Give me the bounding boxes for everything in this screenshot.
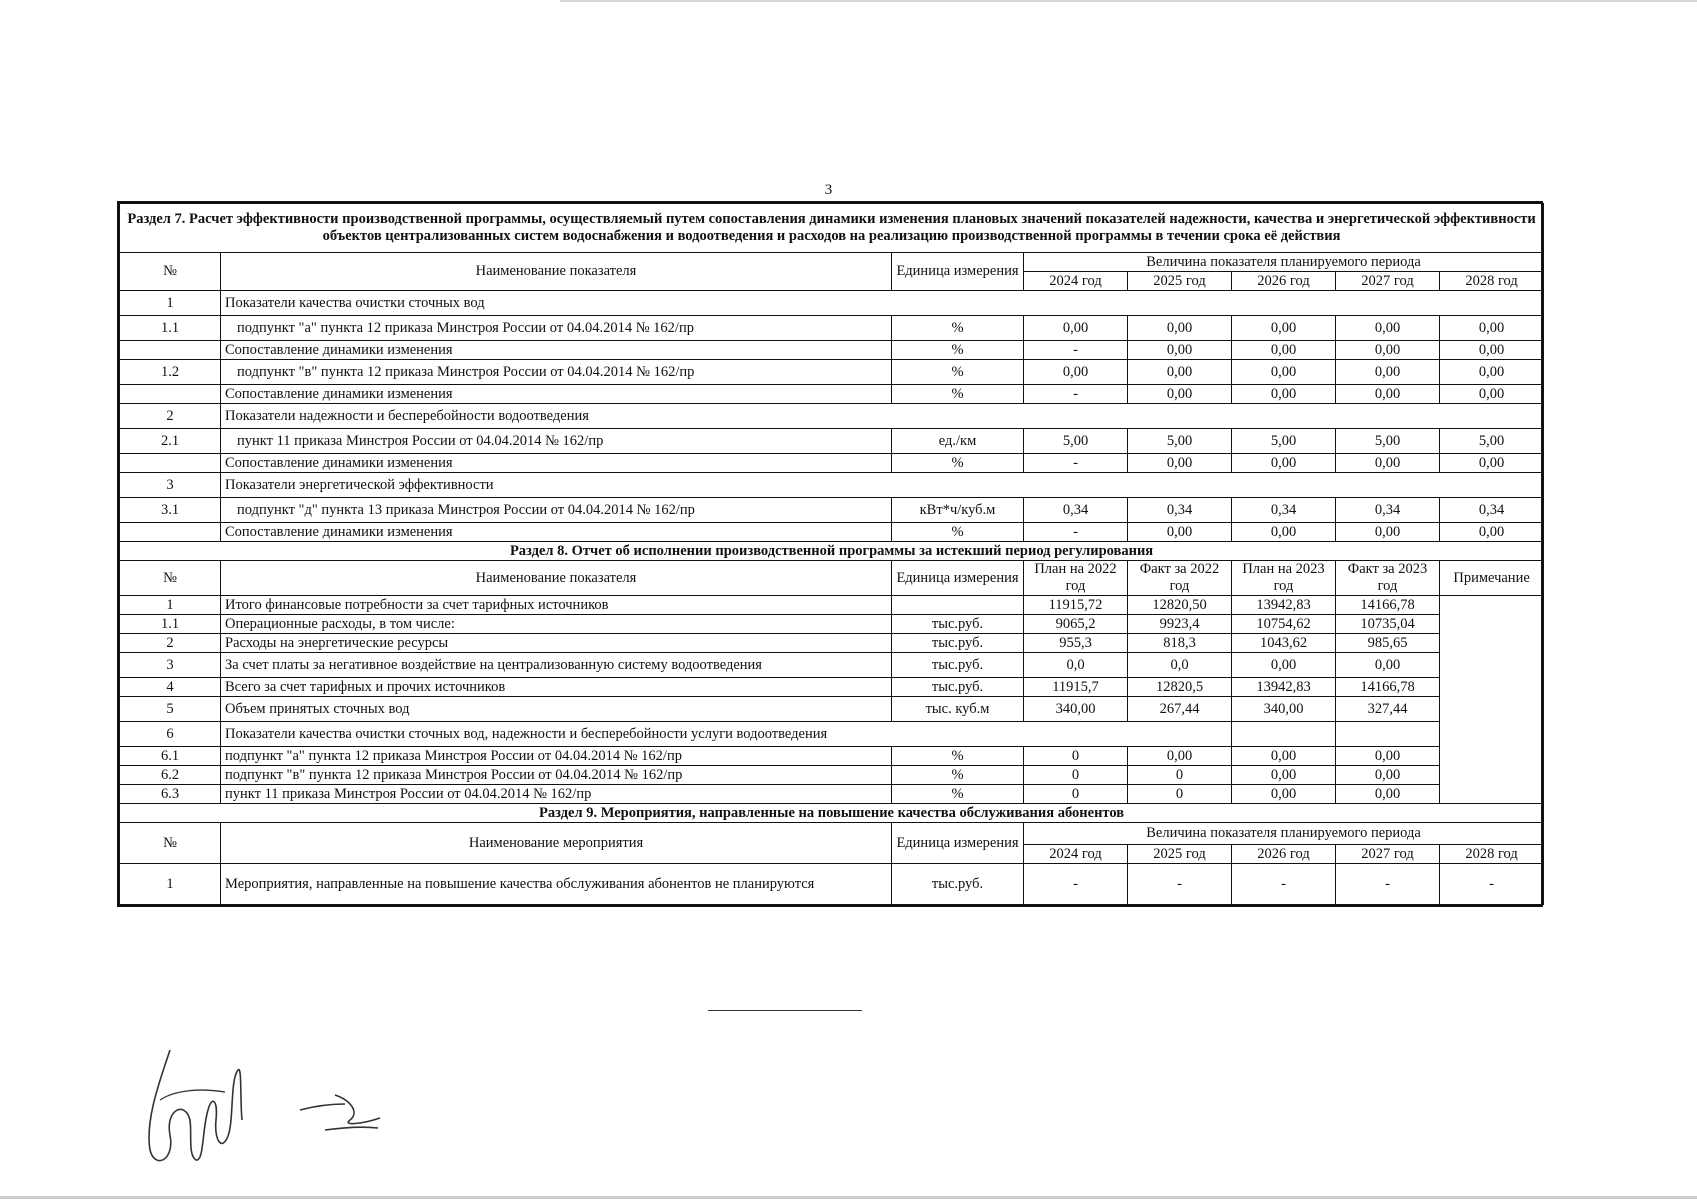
- value-cell: 0,00: [1336, 341, 1440, 360]
- value-cell: 0,34: [1232, 498, 1336, 523]
- indicator-name: Сопоставление динамики изменения: [221, 385, 892, 404]
- value-cell: 0,00: [1128, 523, 1232, 542]
- value-cell: -: [1024, 523, 1128, 542]
- indicator-name: подпункт "а" пункта 12 приказа Минстроя России от 04.04.2014 № 162/пр: [221, 747, 892, 766]
- year-header: 2028 год: [1440, 272, 1544, 291]
- value-cell: 0,00: [1440, 316, 1544, 341]
- value-cell: 0,00: [1232, 785, 1336, 804]
- value-cell: 0,00: [1440, 523, 1544, 542]
- year-header: 2025 год: [1128, 845, 1232, 864]
- value-cell: 0,00: [1232, 523, 1336, 542]
- table-row: [120, 653, 1544, 678]
- value-cell: 0: [1128, 785, 1232, 804]
- row-number: [120, 385, 221, 404]
- indicator-name: подпункт "д" пункта 13 приказа Минстроя России от 04.04.2014 № 162/пр: [221, 498, 892, 523]
- handwritten-signature: [130, 1040, 430, 1180]
- section-7-title-row: [120, 204, 1544, 253]
- unit-cell: %: [892, 454, 1024, 473]
- row-number: 4: [120, 678, 221, 697]
- year-header: 2025 год: [1128, 272, 1232, 291]
- unit-cell: [892, 596, 1024, 615]
- year-header: 2028 год: [1440, 845, 1544, 864]
- table-row: [120, 615, 1544, 634]
- value-cell: 0,00: [1232, 454, 1336, 473]
- table-row: [120, 678, 1544, 697]
- value-cell: -: [1232, 864, 1336, 905]
- year-header: 2024 год: [1024, 845, 1128, 864]
- group-name: Показатели надежности и бесперебойности водоотведения: [221, 404, 1544, 429]
- section-8-title: Раздел 8. Отчет об исполнении производственной программы за истекший период регулирования: [120, 542, 1544, 561]
- table-row: [120, 454, 1544, 473]
- value-cell: 1043,62: [1232, 634, 1336, 653]
- value-cell: 0,34: [1440, 498, 1544, 523]
- table-row: [120, 523, 1544, 542]
- table-row: [120, 498, 1544, 523]
- col-fact-2023-header: Факт за 2023 год: [1336, 561, 1440, 596]
- unit-cell: %: [892, 360, 1024, 385]
- value-cell: -: [1128, 864, 1232, 905]
- value-cell: 0,00: [1232, 747, 1336, 766]
- unit-cell: кВт*ч/куб.м: [892, 498, 1024, 523]
- value-cell: 0,00: [1336, 747, 1440, 766]
- section-7-header-row: [120, 253, 1544, 272]
- value-cell: 9065,2: [1024, 615, 1128, 634]
- col-unit-header: Единица измерения: [892, 823, 1024, 864]
- unit-cell: %: [892, 785, 1024, 804]
- section-9-title-row: [120, 804, 1544, 823]
- group-row: [120, 404, 1544, 429]
- value-cell: 0,34: [1336, 498, 1440, 523]
- value-cell: 10754,62: [1232, 615, 1336, 634]
- group-row: [120, 473, 1544, 498]
- section-8-header-row: [120, 561, 1544, 596]
- indicator-name: Объем принятых сточных вод: [221, 697, 892, 722]
- group-name: Показатели качества очистки сточных вод, надежности и бесперебойности услуги водоотведения: [221, 722, 1232, 747]
- value-cell: 14166,78: [1336, 678, 1440, 697]
- value-cell: -: [1024, 341, 1128, 360]
- section-7-title: Раздел 7. Расчет эффективности производственной программы, осуществляемый путем сопоставления динамики изменения плановых значений показателей надежности, качества и энергетической эффективности объектов централизованных систем водоснабжения и водоотведения и расходов на реализацию производственной программы в течении срока её действия: [120, 204, 1544, 253]
- document-table: [119, 203, 1544, 905]
- col-name-header: Наименование показателя: [221, 253, 892, 291]
- indicator-name: подпункт "в" пункта 12 приказа Минстроя России от 04.04.2014 № 162/пр: [221, 766, 892, 785]
- note-cell: [1440, 596, 1544, 804]
- value-cell: 0,00: [1232, 316, 1336, 341]
- group-row: [120, 291, 1544, 316]
- value-cell: 955,3: [1024, 634, 1128, 653]
- indicator-name: пункт 11 приказа Минстроя России от 04.04.2014 № 162/пр: [221, 785, 892, 804]
- col-fact-2022-header: Факт за 2022 год: [1128, 561, 1232, 596]
- table-row: [120, 341, 1544, 360]
- value-cell: 9923,4: [1128, 615, 1232, 634]
- table-row: [120, 634, 1544, 653]
- value-cell: 0,00: [1336, 385, 1440, 404]
- unit-cell: %: [892, 766, 1024, 785]
- measure-name: Мероприятия, направленные на повышение качества обслуживания абонентов не планируются: [221, 864, 892, 905]
- value-cell: -: [1024, 864, 1128, 905]
- value-cell: 0,00: [1024, 360, 1128, 385]
- indicator-name: Сопоставление динамики изменения: [221, 523, 892, 542]
- value-cell: 12820,50: [1128, 596, 1232, 615]
- col-period-header: Величина показателя планируемого периода: [1024, 253, 1544, 272]
- value-cell: 0,00: [1336, 316, 1440, 341]
- unit-cell: %: [892, 316, 1024, 341]
- value-cell: 0,00: [1336, 785, 1440, 804]
- indicator-name: Расходы на энергетические ресурсы: [221, 634, 892, 653]
- value-cell: 13942,83: [1232, 596, 1336, 615]
- value-cell: 0,00: [1336, 454, 1440, 473]
- value-cell: 0,00: [1440, 454, 1544, 473]
- value-cell: 0,00: [1128, 747, 1232, 766]
- value-cell: 0,00: [1128, 341, 1232, 360]
- table-row: [120, 429, 1544, 454]
- value-cell: 267,44: [1128, 697, 1232, 722]
- value-cell: 0,0: [1024, 653, 1128, 678]
- row-number: 5: [120, 697, 221, 722]
- empty-cell: [1336, 722, 1440, 747]
- value-cell: 0,34: [1128, 498, 1232, 523]
- unit-cell: тыс.руб.: [892, 615, 1024, 634]
- unit-cell: %: [892, 523, 1024, 542]
- value-cell: 11915,72: [1024, 596, 1128, 615]
- indicator-name: Операционные расходы, в том числе:: [221, 615, 892, 634]
- value-cell: 14166,78: [1336, 596, 1440, 615]
- row-number: 6: [120, 722, 221, 747]
- col-no-header: №: [120, 823, 221, 864]
- table-row: [120, 316, 1544, 341]
- value-cell: 0,00: [1128, 316, 1232, 341]
- indicator-name: Сопоставление динамики изменения: [221, 341, 892, 360]
- unit-cell: тыс.руб.: [892, 678, 1024, 697]
- value-cell: 0,00: [1128, 385, 1232, 404]
- table-row: [120, 766, 1544, 785]
- unit-cell: ед./км: [892, 429, 1024, 454]
- unit-cell: тыс.руб.: [892, 864, 1024, 905]
- row-number: 1.1: [120, 316, 221, 341]
- indicator-name: Сопоставление динамики изменения: [221, 454, 892, 473]
- value-cell: 0: [1024, 766, 1128, 785]
- scan-edge-top: [560, 0, 1697, 2]
- year-header: 2026 год: [1232, 845, 1336, 864]
- unit-cell: %: [892, 341, 1024, 360]
- value-cell: 340,00: [1232, 697, 1336, 722]
- unit-cell: %: [892, 385, 1024, 404]
- value-cell: 818,3: [1128, 634, 1232, 653]
- value-cell: 12820,5: [1128, 678, 1232, 697]
- table-row: [120, 360, 1544, 385]
- row-number: 3: [120, 473, 221, 498]
- section-9-header-row: [120, 823, 1544, 845]
- value-cell: 0: [1024, 785, 1128, 804]
- value-cell: 11915,7: [1024, 678, 1128, 697]
- col-unit-header: Единица измерения: [892, 253, 1024, 291]
- col-no-header: №: [120, 561, 221, 596]
- col-no-header: №: [120, 253, 221, 291]
- value-cell: 985,65: [1336, 634, 1440, 653]
- row-number: [120, 454, 221, 473]
- col-name-header: Наименование показателя: [221, 561, 892, 596]
- unit-cell: тыс.руб.: [892, 653, 1024, 678]
- value-cell: 0,00: [1336, 360, 1440, 385]
- value-cell: 0,00: [1336, 523, 1440, 542]
- table-row: [120, 596, 1544, 615]
- col-period-header: Величина показателя планируемого периода: [1024, 823, 1544, 845]
- table-row: [120, 785, 1544, 804]
- year-header: 2027 год: [1336, 272, 1440, 291]
- col-plan-2023-header: План на 2023 год: [1232, 561, 1336, 596]
- value-cell: 5,00: [1024, 429, 1128, 454]
- table-row: [120, 697, 1544, 722]
- year-header: 2024 год: [1024, 272, 1128, 291]
- section-8-title-row: [120, 542, 1544, 561]
- table-row: [120, 385, 1544, 404]
- unit-cell: тыс. куб.м: [892, 697, 1024, 722]
- value-cell: 340,00: [1024, 697, 1128, 722]
- value-cell: -: [1024, 454, 1128, 473]
- scan-edge-bottom: [0, 1196, 1697, 1199]
- value-cell: 0,00: [1336, 653, 1440, 678]
- year-header: 2027 год: [1336, 845, 1440, 864]
- col-name-header: Наименование мероприятия: [221, 823, 892, 864]
- group-name: Показатели энергетической эффективности: [221, 473, 1544, 498]
- value-cell: 0,00: [1440, 360, 1544, 385]
- indicator-name: Итого финансовые потребности за счет тарифных источников: [221, 596, 892, 615]
- row-number: 1: [120, 291, 221, 316]
- value-cell: 0,00: [1232, 341, 1336, 360]
- document-table-frame: [117, 201, 1543, 907]
- value-cell: 5,00: [1336, 429, 1440, 454]
- col-unit-header: Единица измерения: [892, 561, 1024, 596]
- row-number: 1.1: [120, 615, 221, 634]
- col-plan-2022-header: План на 2022 год: [1024, 561, 1128, 596]
- value-cell: 327,44: [1336, 697, 1440, 722]
- empty-cell: [1232, 722, 1336, 747]
- indicator-name: подпункт "в" пункта 12 приказа Минстроя России от 04.04.2014 № 162/пр: [221, 360, 892, 385]
- col-note-header: Примечание: [1440, 561, 1544, 596]
- value-cell: 5,00: [1232, 429, 1336, 454]
- value-cell: -: [1024, 385, 1128, 404]
- row-number: [120, 523, 221, 542]
- row-number: 6.1: [120, 747, 221, 766]
- group-name: Показатели качества очистки сточных вод: [221, 291, 1544, 316]
- value-cell: 0,00: [1336, 766, 1440, 785]
- row-number: 1.2: [120, 360, 221, 385]
- row-number: 6.3: [120, 785, 221, 804]
- unit-cell: тыс.руб.: [892, 634, 1024, 653]
- value-cell: 0,00: [1232, 360, 1336, 385]
- value-cell: 0,00: [1232, 385, 1336, 404]
- row-number: 1: [120, 596, 221, 615]
- year-header: 2026 год: [1232, 272, 1336, 291]
- row-number: 2: [120, 634, 221, 653]
- signature-separator-line: [708, 1010, 862, 1011]
- row-number: 2.1: [120, 429, 221, 454]
- value-cell: -: [1440, 864, 1544, 905]
- row-number: 3: [120, 653, 221, 678]
- value-cell: 5,00: [1440, 429, 1544, 454]
- row-number: 1: [120, 864, 221, 905]
- value-cell: 0,34: [1024, 498, 1128, 523]
- indicator-name: подпункт "а" пункта 12 приказа Минстроя России от 04.04.2014 № 162/пр: [221, 316, 892, 341]
- value-cell: 0: [1024, 747, 1128, 766]
- indicator-name: Всего за счет тарифных и прочих источников: [221, 678, 892, 697]
- table-row: [120, 747, 1544, 766]
- page-number: 3: [824, 182, 833, 198]
- value-cell: 0,00: [1232, 766, 1336, 785]
- value-cell: 5,00: [1128, 429, 1232, 454]
- group-row: [120, 722, 1544, 747]
- value-cell: 0,0: [1128, 653, 1232, 678]
- indicator-name: пункт 11 приказа Минстроя России от 04.04.2014 № 162/пр: [221, 429, 892, 454]
- value-cell: 0,00: [1232, 653, 1336, 678]
- value-cell: 10735,04: [1336, 615, 1440, 634]
- row-number: 6.2: [120, 766, 221, 785]
- value-cell: -: [1336, 864, 1440, 905]
- value-cell: 0: [1128, 766, 1232, 785]
- value-cell: 0,00: [1440, 341, 1544, 360]
- value-cell: 0,00: [1024, 316, 1128, 341]
- row-number: [120, 341, 221, 360]
- table-row: [120, 864, 1544, 905]
- value-cell: 0,00: [1128, 454, 1232, 473]
- section-9-title: Раздел 9. Мероприятия, направленные на повышение качества обслуживания абонентов: [120, 804, 1544, 823]
- indicator-name: За счет платы за негативное воздействие на централизованную систему водоотведения: [221, 653, 892, 678]
- value-cell: 0,00: [1128, 360, 1232, 385]
- row-number: 3.1: [120, 498, 221, 523]
- unit-cell: %: [892, 747, 1024, 766]
- value-cell: 13942,83: [1232, 678, 1336, 697]
- value-cell: 0,00: [1440, 385, 1544, 404]
- row-number: 2: [120, 404, 221, 429]
